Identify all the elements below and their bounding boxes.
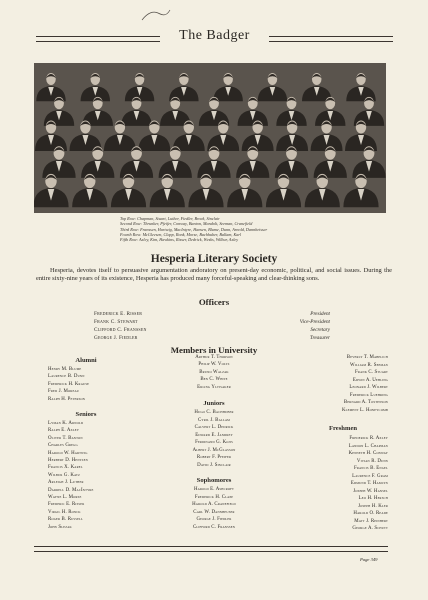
alumni-heading: Alumni xyxy=(75,357,97,364)
member-name: Carl W. Dannheuser xyxy=(193,509,235,515)
officer-office: Vice-President xyxy=(299,319,330,325)
member-name: Albert J. McGlasson xyxy=(192,447,236,453)
member-name: Bernard A. Tostenson xyxy=(343,400,388,405)
member-name: Ben C. White xyxy=(200,377,228,383)
member-name: Ralph E. Axley xyxy=(48,428,80,434)
member-name: Harold E. Ashcroft xyxy=(194,487,234,492)
member-name: Beverly T. Mabelich xyxy=(346,355,388,360)
officer-office: Secretary xyxy=(310,327,330,333)
member-name: Edwin A. Uehling xyxy=(352,377,388,383)
member-name: Lyman K. Arnold xyxy=(48,421,84,426)
member-name: Frank C. Stuart xyxy=(355,370,388,375)
member-name: Leonard J. Wilbert xyxy=(349,385,388,390)
officer-office: President xyxy=(310,311,330,317)
member-name: Edward E. Jandrey xyxy=(195,432,233,438)
member-name: Roger B. Russell xyxy=(48,517,84,523)
freshmen-heading: Freshmen xyxy=(328,425,358,432)
member-name: Frederick Luehring xyxy=(349,392,388,398)
member-name: Cyril J. Ballam xyxy=(197,417,230,423)
member-name: Joseph H. Kler xyxy=(358,503,388,509)
group-photo-figures xyxy=(34,63,386,213)
group-photo xyxy=(34,63,386,213)
caption-row: Second Row: Thrunker, Pfeifer, Conway, Banton, Mandolt, Seeman, Cranefield xyxy=(120,221,253,227)
member-name: Matt J. Reinhert xyxy=(354,518,388,524)
member-name: Henry M. Blume xyxy=(48,367,82,372)
page-title: The Badger xyxy=(179,28,250,43)
member-name: Joseph W. Hansel xyxy=(353,488,388,494)
member-name: Oliver T. Banton xyxy=(48,435,83,441)
member-name: Virgil H. Ronck xyxy=(48,509,81,515)
member-name: Ferdinand G. Kojis xyxy=(195,440,233,445)
pen-mark-decoration xyxy=(140,8,172,22)
officer-name: Clifford C. Franssen xyxy=(94,327,147,333)
member-name: Laurence B. Dunn xyxy=(48,374,85,380)
member-name: Bruno Walzak xyxy=(199,369,229,375)
footer-rule xyxy=(34,546,388,552)
caption-row: Fourth Row: McGleesen, Clapp, Ronk, Morse, Bachhuber, Ballam, Karl xyxy=(120,231,242,237)
member-name: Arleigh J. Luther xyxy=(48,480,84,486)
member-name: Arthur T. Thorson xyxy=(195,355,233,360)
member-name: David J. Sinclair xyxy=(197,462,231,468)
member-name: Frederick H. Clapp xyxy=(194,494,234,500)
members-heading: Members in University xyxy=(170,345,258,355)
member-name: Philip W. Voltz xyxy=(198,362,230,368)
member-name: Robert F. Pfeifer xyxy=(196,455,232,460)
society-title: Hesperia Literary Society xyxy=(150,253,278,265)
caption-row: Fifth Row: Axley, Kim, Hawkins, Risser, Dedrick, Wesks, Wilbur, Axley xyxy=(120,237,239,243)
member-name: William R. Seeman xyxy=(350,362,388,368)
officer-office: Treasurer xyxy=(309,335,330,341)
member-name: Fred J. Moreau xyxy=(48,389,80,395)
seniors-heading: Seniors xyxy=(75,411,97,418)
member-name: Darrell D. MacIntyre xyxy=(48,487,94,493)
caption-row: Third Row: Franssen, Hartwig, MacIntyre, Hansen, Blume, Dunn, Arnold, Dannheisser xyxy=(120,226,268,232)
society-intro: Hesperia, devotes itself to persuasive argumentation andoratory on present-day economic, political, and social issues. During the entire sixty-nine years of its existence, Hesperia has produced many forceful-speaking and clear-thinking sons. xyxy=(36,267,392,283)
member-name: Clifford C. Franssen xyxy=(192,524,236,530)
member-name: Herbert D. Hentzen xyxy=(48,458,88,463)
member-name: John Slezak xyxy=(48,524,72,530)
member-name: Laurence F. Gram xyxy=(352,473,388,479)
officer-name: George J. Fiedler xyxy=(94,335,138,341)
member-name: Ralph H. Peterson xyxy=(48,396,86,402)
member-name: Wilbur G. Katz xyxy=(48,472,80,478)
member-name: Frederick R. Axley xyxy=(349,436,388,441)
member-name: George J. Fiedler xyxy=(196,517,232,522)
member-name: Calvert L. Dedrick xyxy=(194,425,234,430)
page-number: Page 349 xyxy=(360,557,378,562)
sophomores-heading: Sophomores xyxy=(196,477,232,484)
officer-name: Frank C. Stewart xyxy=(94,319,138,325)
member-name: Harold W. Hartwig xyxy=(48,450,88,456)
member-name: Harold O. Reade xyxy=(353,511,388,516)
member-name: Kenneth H. Conway xyxy=(348,451,388,456)
juniors-heading: Juniors xyxy=(203,400,225,407)
officer-name: Frederick E. Risser xyxy=(94,311,143,317)
caption-row: Top Row: Chapman, Stuart, Luther, Fiedler, Broek, Sinclair xyxy=(120,216,220,221)
officers-heading: Officers xyxy=(198,297,230,307)
member-name: Harold A. Cranefield xyxy=(192,502,236,507)
member-name: Francis B. Engel xyxy=(353,466,388,471)
member-name: Wayne L. Morse xyxy=(48,495,82,500)
member-name: Vivian R. Dunn xyxy=(356,458,388,464)
header-rule-left xyxy=(36,36,160,42)
member-name: Edmund T. Hamlyn xyxy=(350,481,388,486)
member-name: Klement L. Honeycomb xyxy=(341,407,388,413)
member-name: Frederick H. Krause xyxy=(48,381,90,387)
header-rule-right xyxy=(269,36,393,42)
member-name: Frederic E. Risser xyxy=(48,502,85,508)
member-name: George A. Schutt xyxy=(352,526,388,531)
member-name: Leo H. Hersch xyxy=(358,496,388,501)
member-name: Erling Ylvisaker xyxy=(197,384,231,390)
member-name: Francis X. Karel xyxy=(48,465,83,471)
member-name: Hugo C. Bachhuber xyxy=(194,410,234,415)
member-name: Landon L. Chapman xyxy=(348,443,388,449)
member-name: Charles Gregg xyxy=(48,443,78,449)
photo-caption xyxy=(120,216,420,242)
